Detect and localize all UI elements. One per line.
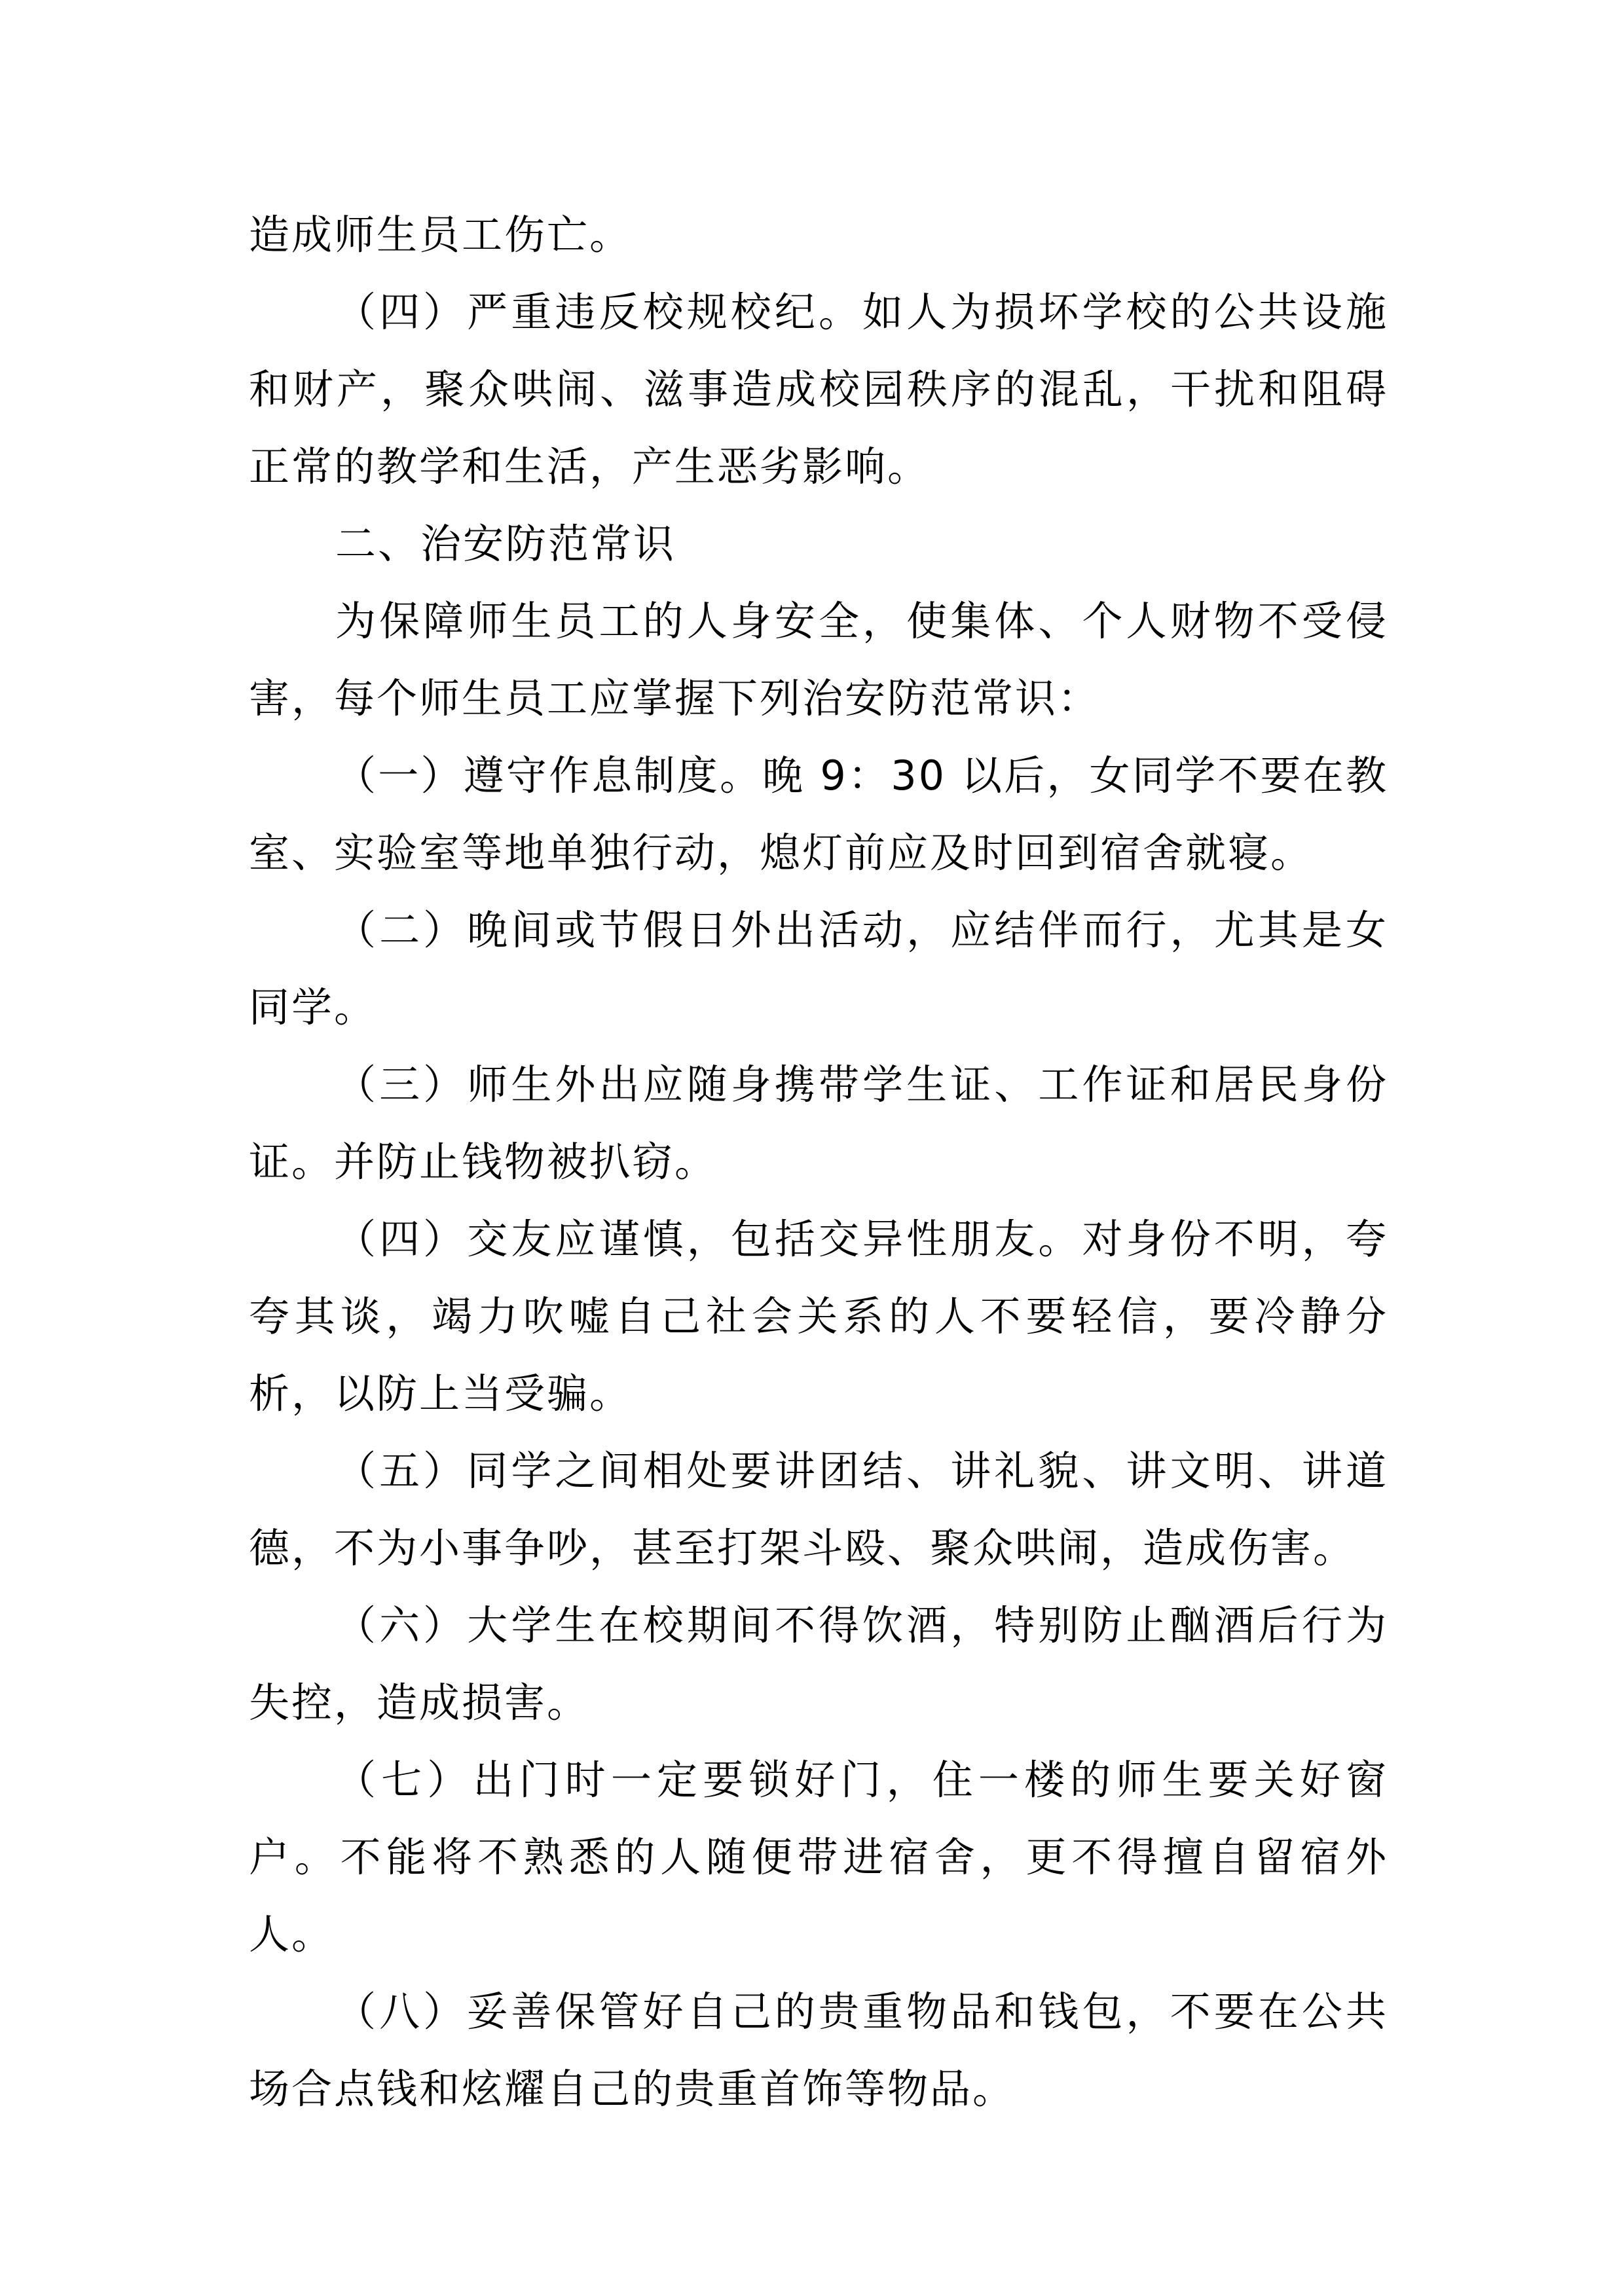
document-body	[249, 196, 1388, 2128]
paragraph-2: （四）严重违反校规校纪。如人为损坏学校的公共设施和财产，聚众哄闹、滋事造成校园秩序的混乱，干扰和阻碍正常的教学和生活，产生恶劣影响。	[249, 288, 1388, 490]
paragraph-1: 造成师生员工伤亡。	[249, 211, 633, 259]
paragraph-item-2: （二）晚间或节假日外出活动，应结伴而行，尤其是女同学。	[249, 906, 1388, 1031]
paragraph-item-6: （六）大学生在校期间不得饮酒，特别防止酗酒后行为失控，造成损害。	[249, 1601, 1388, 1726]
section-heading: 二、治安防范常识	[335, 520, 676, 568]
paragraph-item-1: （一）遵守作息制度。晚 9：30 以后，女同学不要在教室、实验室等地单独行动，熄灯前应及时回到宿舍就寝。	[249, 752, 1388, 877]
paragraph-intro: 为保障师生员工的人身安全，使集体、个人财物不受侵害，每个师生员工应掌握下列治安防范常识：	[249, 597, 1388, 722]
paragraph-item-8: （八）妥善保管好自己的贵重物品和钱包，不要在公共场合点钱和炫耀自己的贵重首饰等物品。	[249, 1988, 1388, 2113]
paragraph-item-5: （五）同学之间相处要讲团结、讲礼貌、讲文明、讲道德，不为小事争吵，甚至打架斗殴、聚众哄闹，造成伤害。	[249, 1447, 1388, 1572]
paragraph-item-4: （四）交友应谨慎，包括交异性朋友。对身份不明，夸夸其谈，竭力吹嘘自己社会关系的人不要轻信，要冷静分析，以防上当受骗。	[249, 1215, 1388, 1417]
paragraph-item-3: （三）师生外出应随身携带学生证、工作证和居民身份证。并防止钱物被扒窃。	[249, 1061, 1388, 1186]
paragraph-item-7: （七）出门时一定要锁好门，住一楼的师生要关好窗户。不能将不熟悉的人随便带进宿舍，更不得擅自留宿外人。	[249, 1756, 1388, 1958]
